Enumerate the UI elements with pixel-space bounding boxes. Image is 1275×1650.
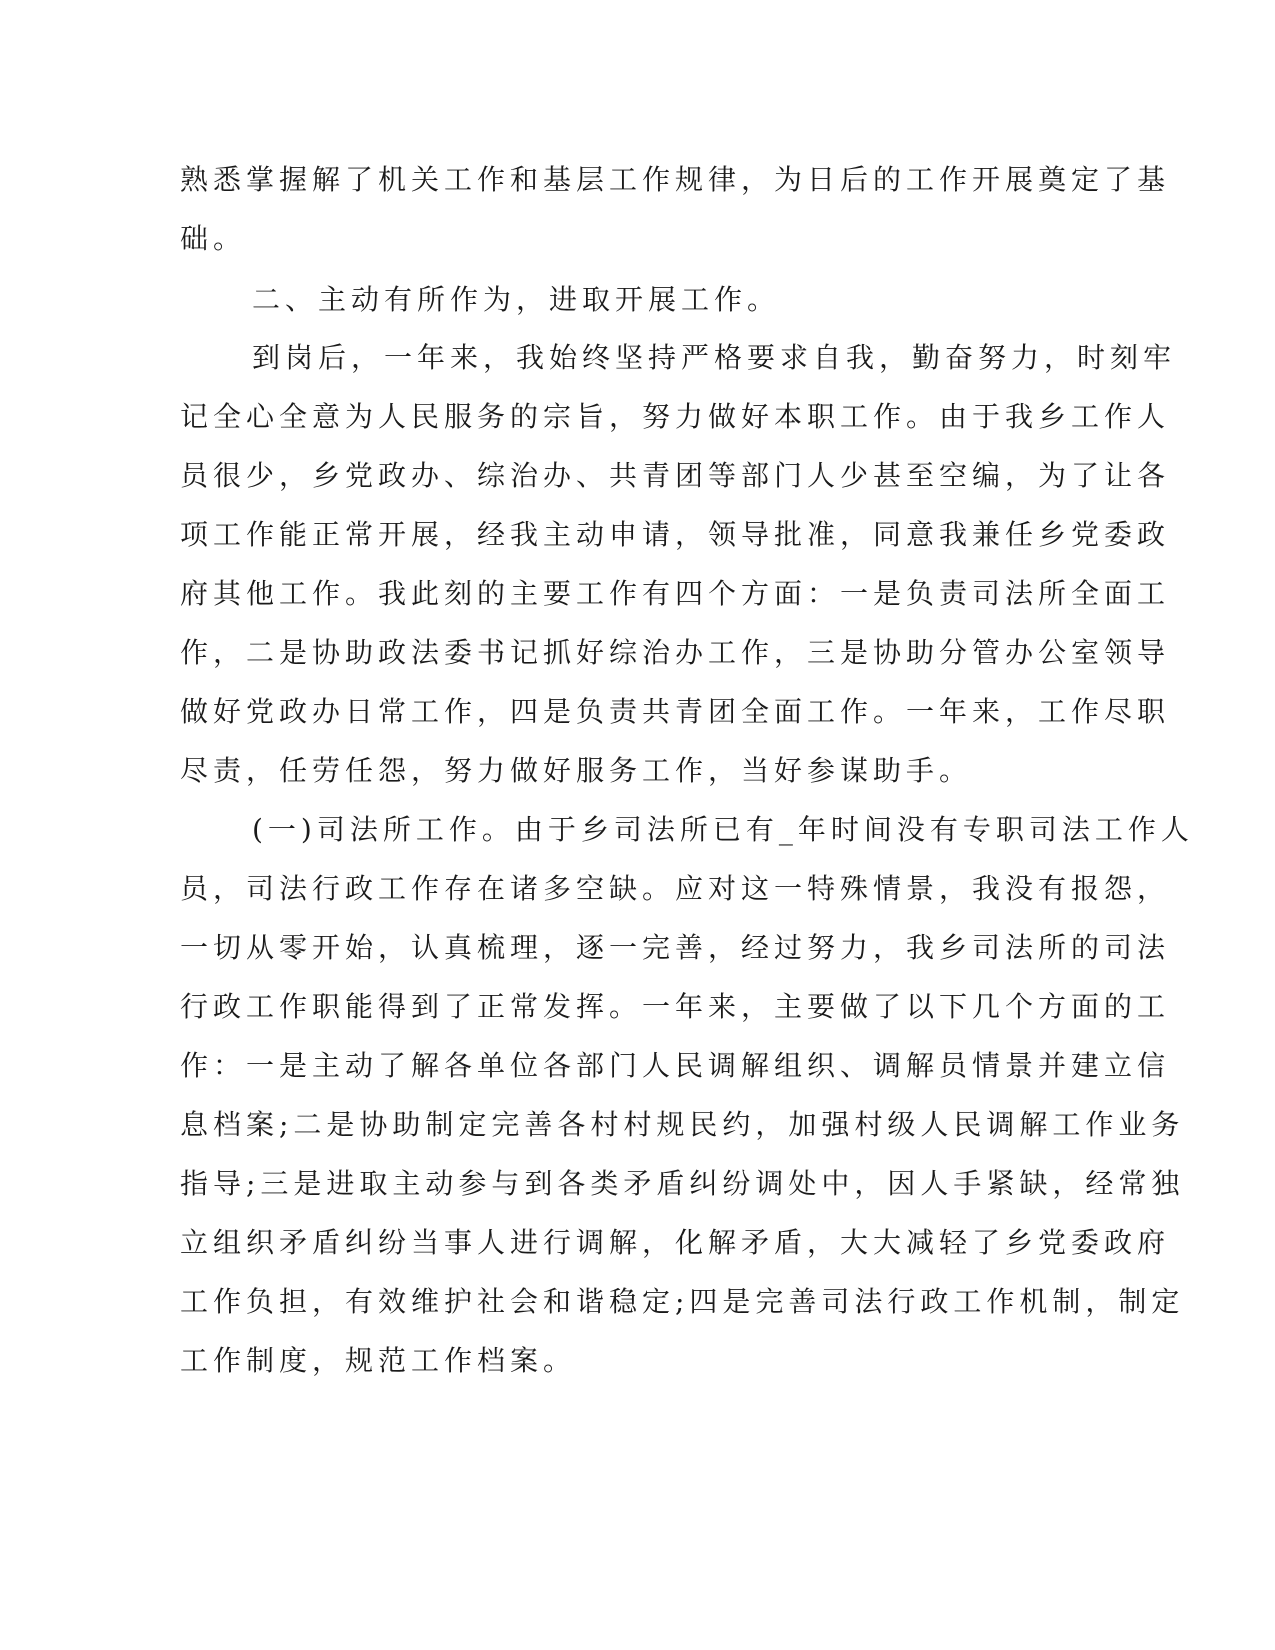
text-line: 作：一是主动了解各单位各部门人民调解组织、调解员情景并建立信 (180, 1049, 1171, 1082)
text-line: 作，二是协助政法委书记抓好综治办工作，三是协助分管办公室领导 (180, 636, 1171, 669)
text-line: 础。 (180, 222, 247, 255)
text-line: 指导;三是进取主动参与到各类矛盾纠纷调处中，因人手紧缺，经常独 (180, 1167, 1185, 1200)
section-heading: 二、主动有所作为，进取开展工作。 (252, 283, 781, 316)
text-line: 记全心全意为人民服务的宗旨，努力做好本职工作。由于我乡工作人 (180, 400, 1171, 433)
text-line: 立组织矛盾纠纷当事人进行调解，化解矛盾，大大减轻了乡党委政府 (180, 1226, 1171, 1259)
text-line: 行政工作职能得到了正常发挥。一年来，主要做了以下几个方面的工 (180, 990, 1171, 1023)
text-line: 做好党政办日常工作，四是负责共青团全面工作。一年来，工作尽职 (180, 695, 1171, 728)
text-line: 一切从零开始，认真梳理，逐一完善，经过努力，我乡司法所的司法 (180, 931, 1171, 964)
text-line: 府其他工作。我此刻的主要工作有四个方面：一是负责司法所全面工 (180, 577, 1171, 610)
text-line: 工作制度，规范工作档案。 (180, 1344, 577, 1377)
text-line: 项工作能正常开展，经我主动申请，领导批准，同意我兼任乡党委政 (180, 518, 1171, 551)
text-line: 员，司法行政工作存在诸多空缺。应对这一特殊情景，我没有报怨， (180, 872, 1171, 905)
text-line: 熟悉掌握解了机关工作和基层工作规律，为日后的工作开展奠定了基 (180, 163, 1171, 196)
text-line: 息档案;二是协助制定完善各村村规民约，加强村级人民调解工作业务 (180, 1108, 1185, 1141)
text-line: 尽责，任劳任怨，努力做好服务工作，当好参谋助手。 (180, 754, 973, 787)
text-line: 工作负担，有效维护社会和谐稳定;四是完善司法行政工作机制，制定 (180, 1285, 1185, 1318)
paragraph-first-line: (一)司法所工作。由于乡司法所已有_年时间没有专职司法工作人 (252, 813, 1194, 846)
text-line: 员很少，乡党政办、综治办、共青团等部门人少甚至空编，为了让各 (180, 459, 1171, 492)
paragraph-first-line: 到岗后，一年来，我始终坚持严格要求自我，勤奋努力，时刻牢 (252, 341, 1177, 374)
